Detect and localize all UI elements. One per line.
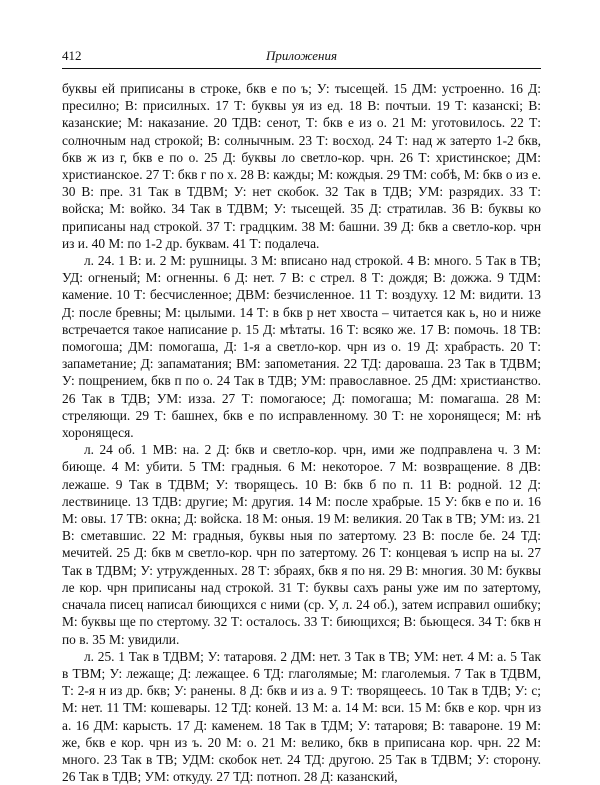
body-text [62,80,541,785]
paragraph-l25: л. 25. 1 Так в ТДВМ; У: татаровя. 2 ДМ: нет. 3 Так в ТВ; УМ: нет. 4 М: а. 5 Так в ТВМ; У: лежаще; Д: лежащее. 6 ТД: глаголямые; М: глаголемыя. 7 Так в ТДВМ, Т: 2-я н из др. бкв; У: ранены. 8 Д: бкв и из а. 9 Т: творящеесь. 10 Так в ТДВ; У: с; М: нет. 11 ТМ: кошевары. 12 ТД: коней. 13 М: а. 14 М: вси. 15 М: бкв е кор. чрн из а. 16 ДМ: карысть. 17 Д: каменем. 18 Так в ТДМ; У: татаровя; В: тавароне. 19 М: же, бкв е кор. чрн из ъ. 20 М: о. 21 М: велико, бкв в приписана кор. чрн. 22 М: много. 23 Так в ТВ; УДМ: скобок нет. 24 ТД: другою. 25 Так в ТДВМ; У: сторону. 26 Так в ТДВ; УМ: откуду. 27 ТД: потноп. 28 Д: казанский, [62,648,541,785]
paragraph-l24: л. 24. 1 В: и. 2 М: рушницы. 3 М: вписано над строкой. 4 В: много. 5 Так в ТВ; УД: огненый; М: огненны. 6 Д: нет. 7 В: с стрел. 8 Т: дождя; В: дожжа. 9 ТДМ: камение. 10 Т: бесчисленное; ДВМ: безчисленное. 11 Т: воздуху. 12 М: видити. 13 Д: после бревны; М: цылыми. 14 Т: в бкв р нет хвоста – читается как ь, но и ниже встречается такое написание р. 15 Д: мѣтаты. 16 Т: всяко же. 17 В: помочь. 18 ТВ: помогоша; ДМ: помогаша, Д: 1-я а светло-кор. чрн из о. 19 Д: храбрасть. 20 Т: запаметание; Д: запаматания; ВМ: запометания. 22 ТД: дароваша. 23 Так в ТДВМ; У: пощрением, бкв п по о. 24 Так в ТДВ; УМ: православное. 25 ДМ: христианство. 26 Так в ТДВ; УМ: изза. 27 Т: помогаюсе; Д: помогаша; М: помагаша. 28 М: стреляющи. 29 Т: башнех, бкв е по исправленному. 30 Т: не хоронящеся; М: нѣ хоронящеся. [62,253,541,441]
running-title: Приложения [265,48,338,63]
paragraph-continuation: буквы ей приписаны в строке, бкв е по ъ; У: тысещей. 15 ДМ: устроенно. 16 Д: пресилно; В: присилных. 17 Т: буквы уя из ед. 18 В: почтыи. 19 Т: казанскi; В: казанские; М: наказание. 20 ТДВ: сенот, Т: бкв е из о. 21 М: уготовилось. 22 Т: солночным над строкой; В: солнычным. 23 Т: восход. 24 Т: над ж затерто 1-2 бкв, бкв ж из г, бкв е по о. 25 Д: буквы ло светло-кор. чрн. 26 Т: христинское; ДМ: христианское. 27 Т: бкв г по х. 28 В: кажды; М: кождыя. 29 ТМ: собѣ, М: бкв о из е. 30 В: пре. 31 Так в ТДВМ; У: нет скобок. 32 Так в ТДВ; УМ: разрядих. 33 Т: войска; М: войко. 34 Так в ТДВМ; У: тысещей. 35 Д: стратилав. 36 В: буквы ко приписаны над строкой. 37 Т: градцким. 38 М: башни. 39 Д: бкв а светло-кор. чрн из и. 40 М: по 1-2 др. буквам. 41 Т: подалеча. [62,81,541,251]
page-header [62,46,541,69]
paragraph-l24-ob: л. 24 об. 1 МВ: на. 2 Д: бкв и светло-кор. чрн, ими же подправлена ч. 3 М: биюще. 4 М: убити. 5 ТМ: градныя. 6 М: некоторое. 7 М: возвращение. 8 ДВ: лежаше. 9 Так в ТДВМ; У: творящесь. 10 В: бкв б по п. 11 В: родной. 12 Д: лествинице. 13 ТДВ: другие; М: другия. 14 М: после храбрые. 15 У: бкв е по и. 16 М: овы. 17 ТВ: окна; Д: войска. 18 М: оныя. 19 М: великия. 20 Так в ТВ; УМ: из. 21 В: сметавшис. 22 М: градныя, буквы ныя по затертому. 23 В: после бе. 24 ТД: мечитей. 25 Д: бкв м светло-кор. чрн по затертому. 26 Т: концевая ъ испр на ы. 27 Так в ТДВМ; У: утружденных. 28 Т: збраях, бкв я по ня. 29 В: многия. 30 М: буквы ле кор. чрн приписаны над строкой. 31 Т: буквы сахъ раны уже им по затертому, сначала писец написал биющихся с ними (ср. У, л. 24 об.), затем исправил ошибку; М: буквы ще по стертому. 32 Т: осталось. 33 Т: биющихся; В: бьющеся. 34 Т: бкв н по в. 35 М: увидили. [62,442,541,647]
page-number: 412 [62,48,82,63]
